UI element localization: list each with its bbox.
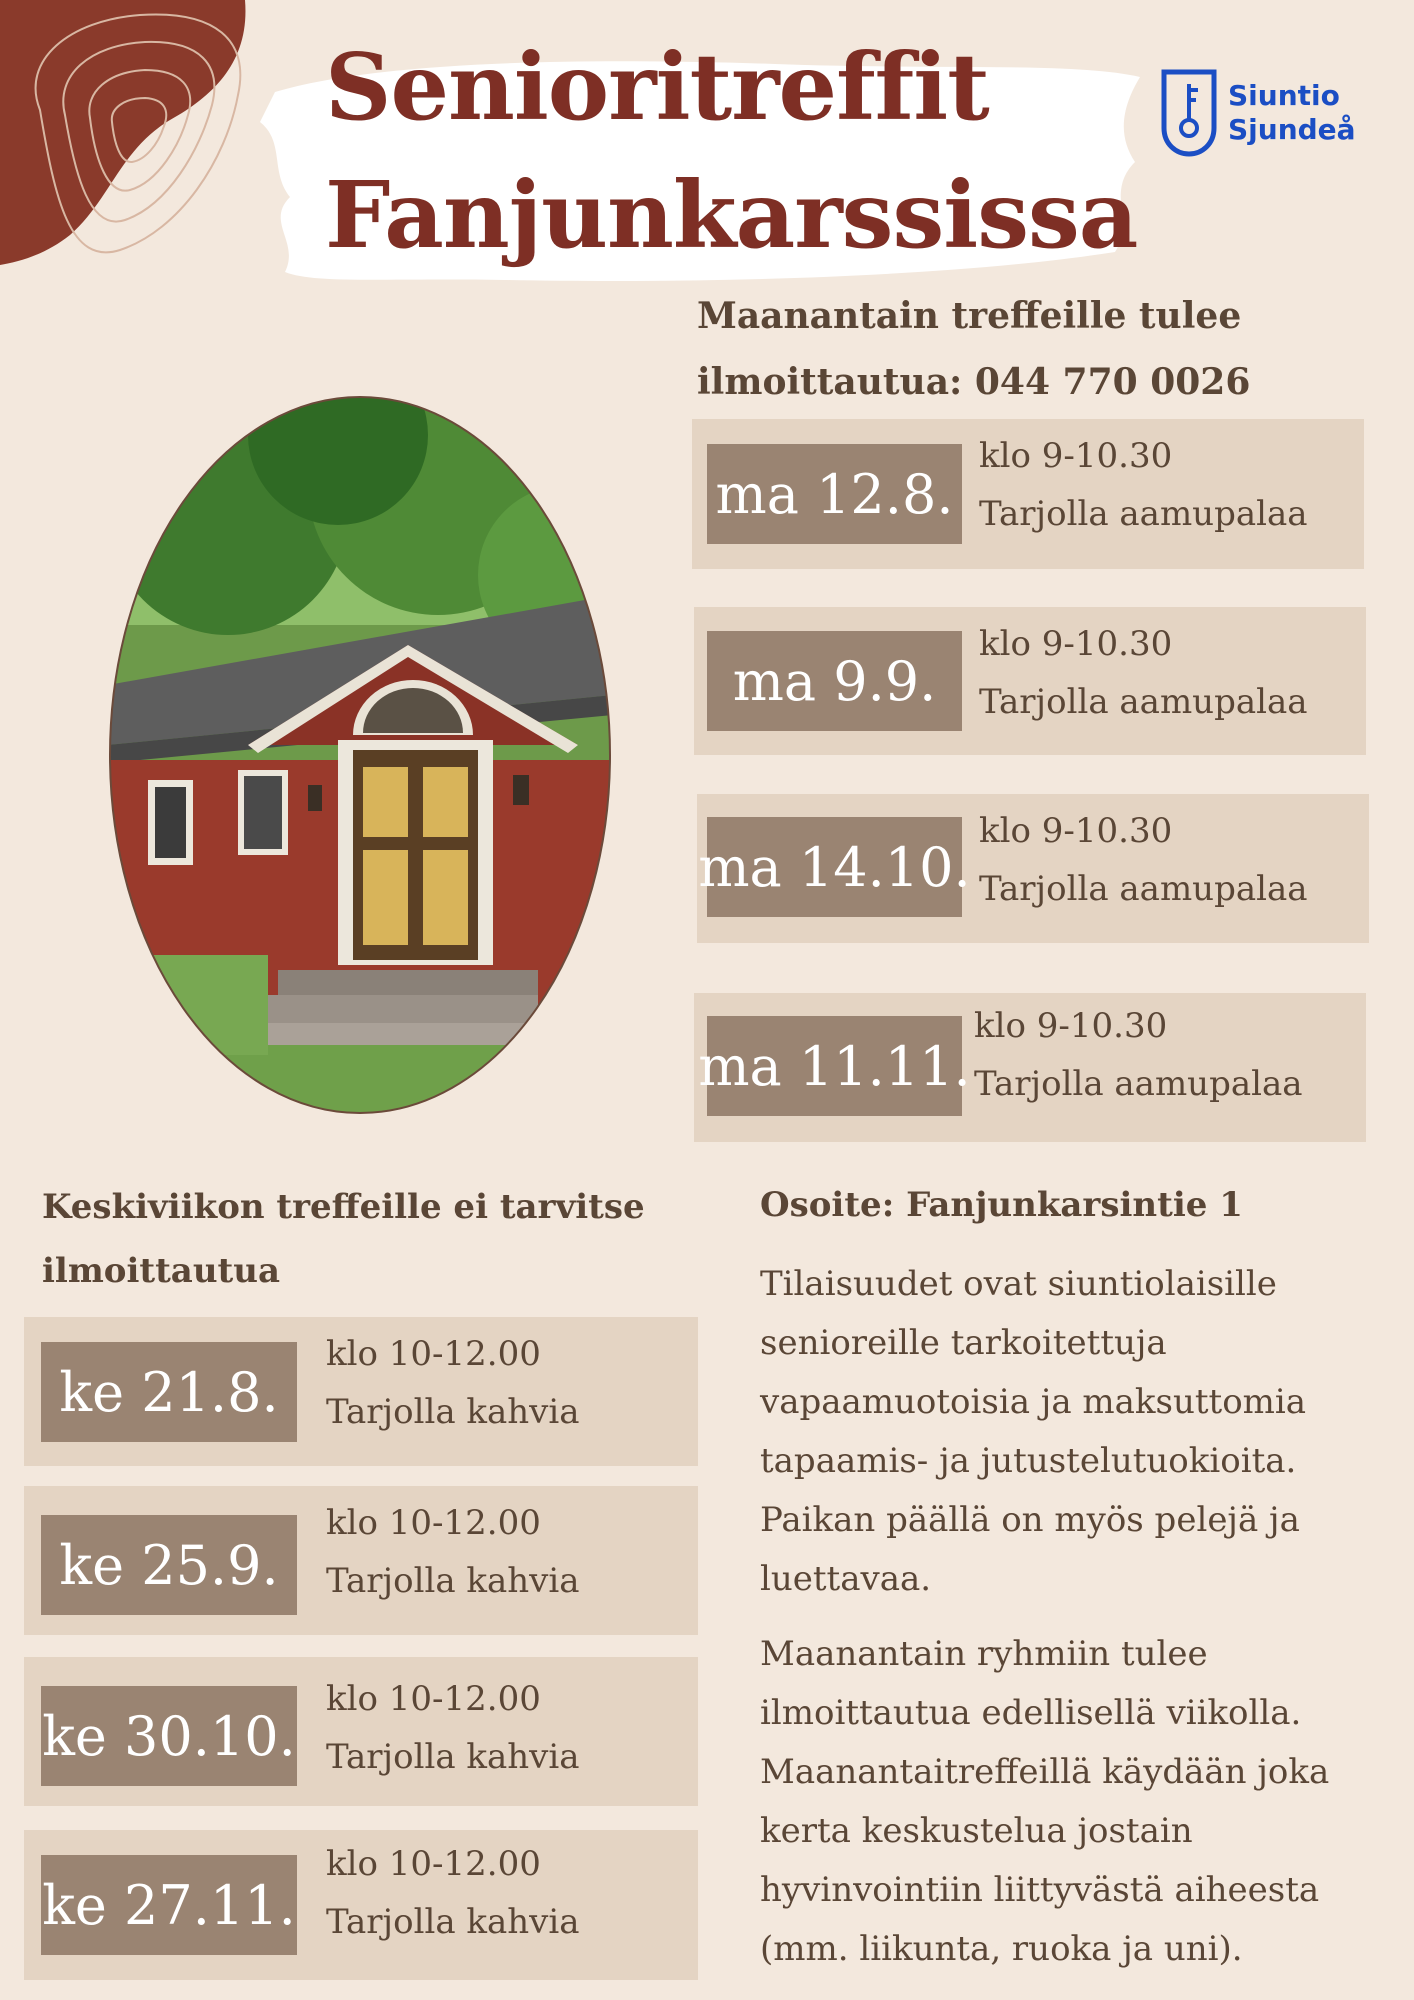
info-paragraph-2: Maanantain ryhmiin tulee ilmoittautua edellisellä viikolla. Maanantaitreffeillä käydään joka kerta keskustelua jostain hyvinvointiin liittyvästä aiheesta (mm. liikunta, ruoka ja uni). — [760, 1634, 1330, 1969]
event-offer: Tarjolla aamupalaa — [979, 494, 1308, 534]
corner-decoration — [0, 0, 260, 270]
event-date: ke 27.11. — [41, 1855, 297, 1955]
event-time: klo 10-12.00 — [326, 1844, 541, 1884]
event-date: ke 25.9. — [41, 1515, 297, 1615]
event-time: klo 9-10.30 — [974, 1006, 1168, 1046]
wednesday-event-2 — [24, 1486, 698, 1635]
siuntio-logo — [1160, 68, 1356, 158]
event-time: klo 10-12.00 — [326, 1503, 541, 1543]
event-date: ma 14.10. — [707, 817, 962, 917]
event-time: klo 10-12.00 — [326, 1679, 541, 1719]
event-offer: Tarjolla kahvia — [326, 1737, 580, 1777]
key-crest-icon — [1160, 68, 1218, 158]
event-offer: Tarjolla aamupalaa — [979, 682, 1308, 722]
wednesday-event-1 — [24, 1317, 698, 1466]
event-offer: Tarjolla kahvia — [326, 1392, 580, 1432]
event-time: klo 10-12.00 — [326, 1334, 541, 1374]
logo-text-fi: Siuntio — [1228, 79, 1340, 112]
event-time: klo 9-10.30 — [979, 811, 1173, 851]
monday-heading: Maanantain treffeille tulee ilmoittautua: 044 770 0026 — [697, 295, 1251, 403]
wednesday-heading: Keskiviikon treffeille ei tarvitse ilmoittautua — [42, 1187, 645, 1291]
event-offer: Tarjolla aamupalaa — [979, 869, 1308, 909]
event-date: ma 9.9. — [707, 631, 962, 731]
event-date: ke 21.8. — [41, 1342, 297, 1442]
title-line-2: Fanjunkarssissa — [325, 161, 1138, 269]
event-offer: Tarjolla kahvia — [326, 1902, 580, 1942]
house-photo — [108, 395, 613, 1115]
event-offer: Tarjolla kahvia — [326, 1561, 580, 1601]
event-offer: Tarjolla aamupalaa — [974, 1064, 1303, 1104]
wednesday-event-3 — [24, 1657, 698, 1806]
event-date: ke 30.10. — [41, 1686, 297, 1786]
monday-event-1 — [692, 419, 1364, 569]
event-time: klo 9-10.30 — [979, 436, 1173, 476]
event-time: klo 9-10.30 — [979, 624, 1173, 664]
logo-text-sv: Sjundeå — [1228, 113, 1356, 146]
monday-event-4 — [694, 993, 1366, 1142]
monday-event-2 — [694, 607, 1366, 755]
monday-event-3 — [697, 794, 1369, 943]
info-paragraph-1: Tilaisuudet ovat siuntiolaisille senioreille tarkoitettuja vapaamuotoisia ja maksuttomia tapaamis- ja jutustelutuokioita. Paikan päällä on myös pelejä ja luettavaa. — [760, 1264, 1307, 1599]
title-line-1: Senioritreffit — [325, 33, 989, 141]
wednesday-event-4 — [24, 1830, 698, 1980]
address: Osoite: Fanjunkarsintie 1 — [760, 1185, 1243, 1225]
event-date: ma 12.8. — [707, 444, 962, 544]
event-date: ma 11.11. — [707, 1016, 962, 1116]
